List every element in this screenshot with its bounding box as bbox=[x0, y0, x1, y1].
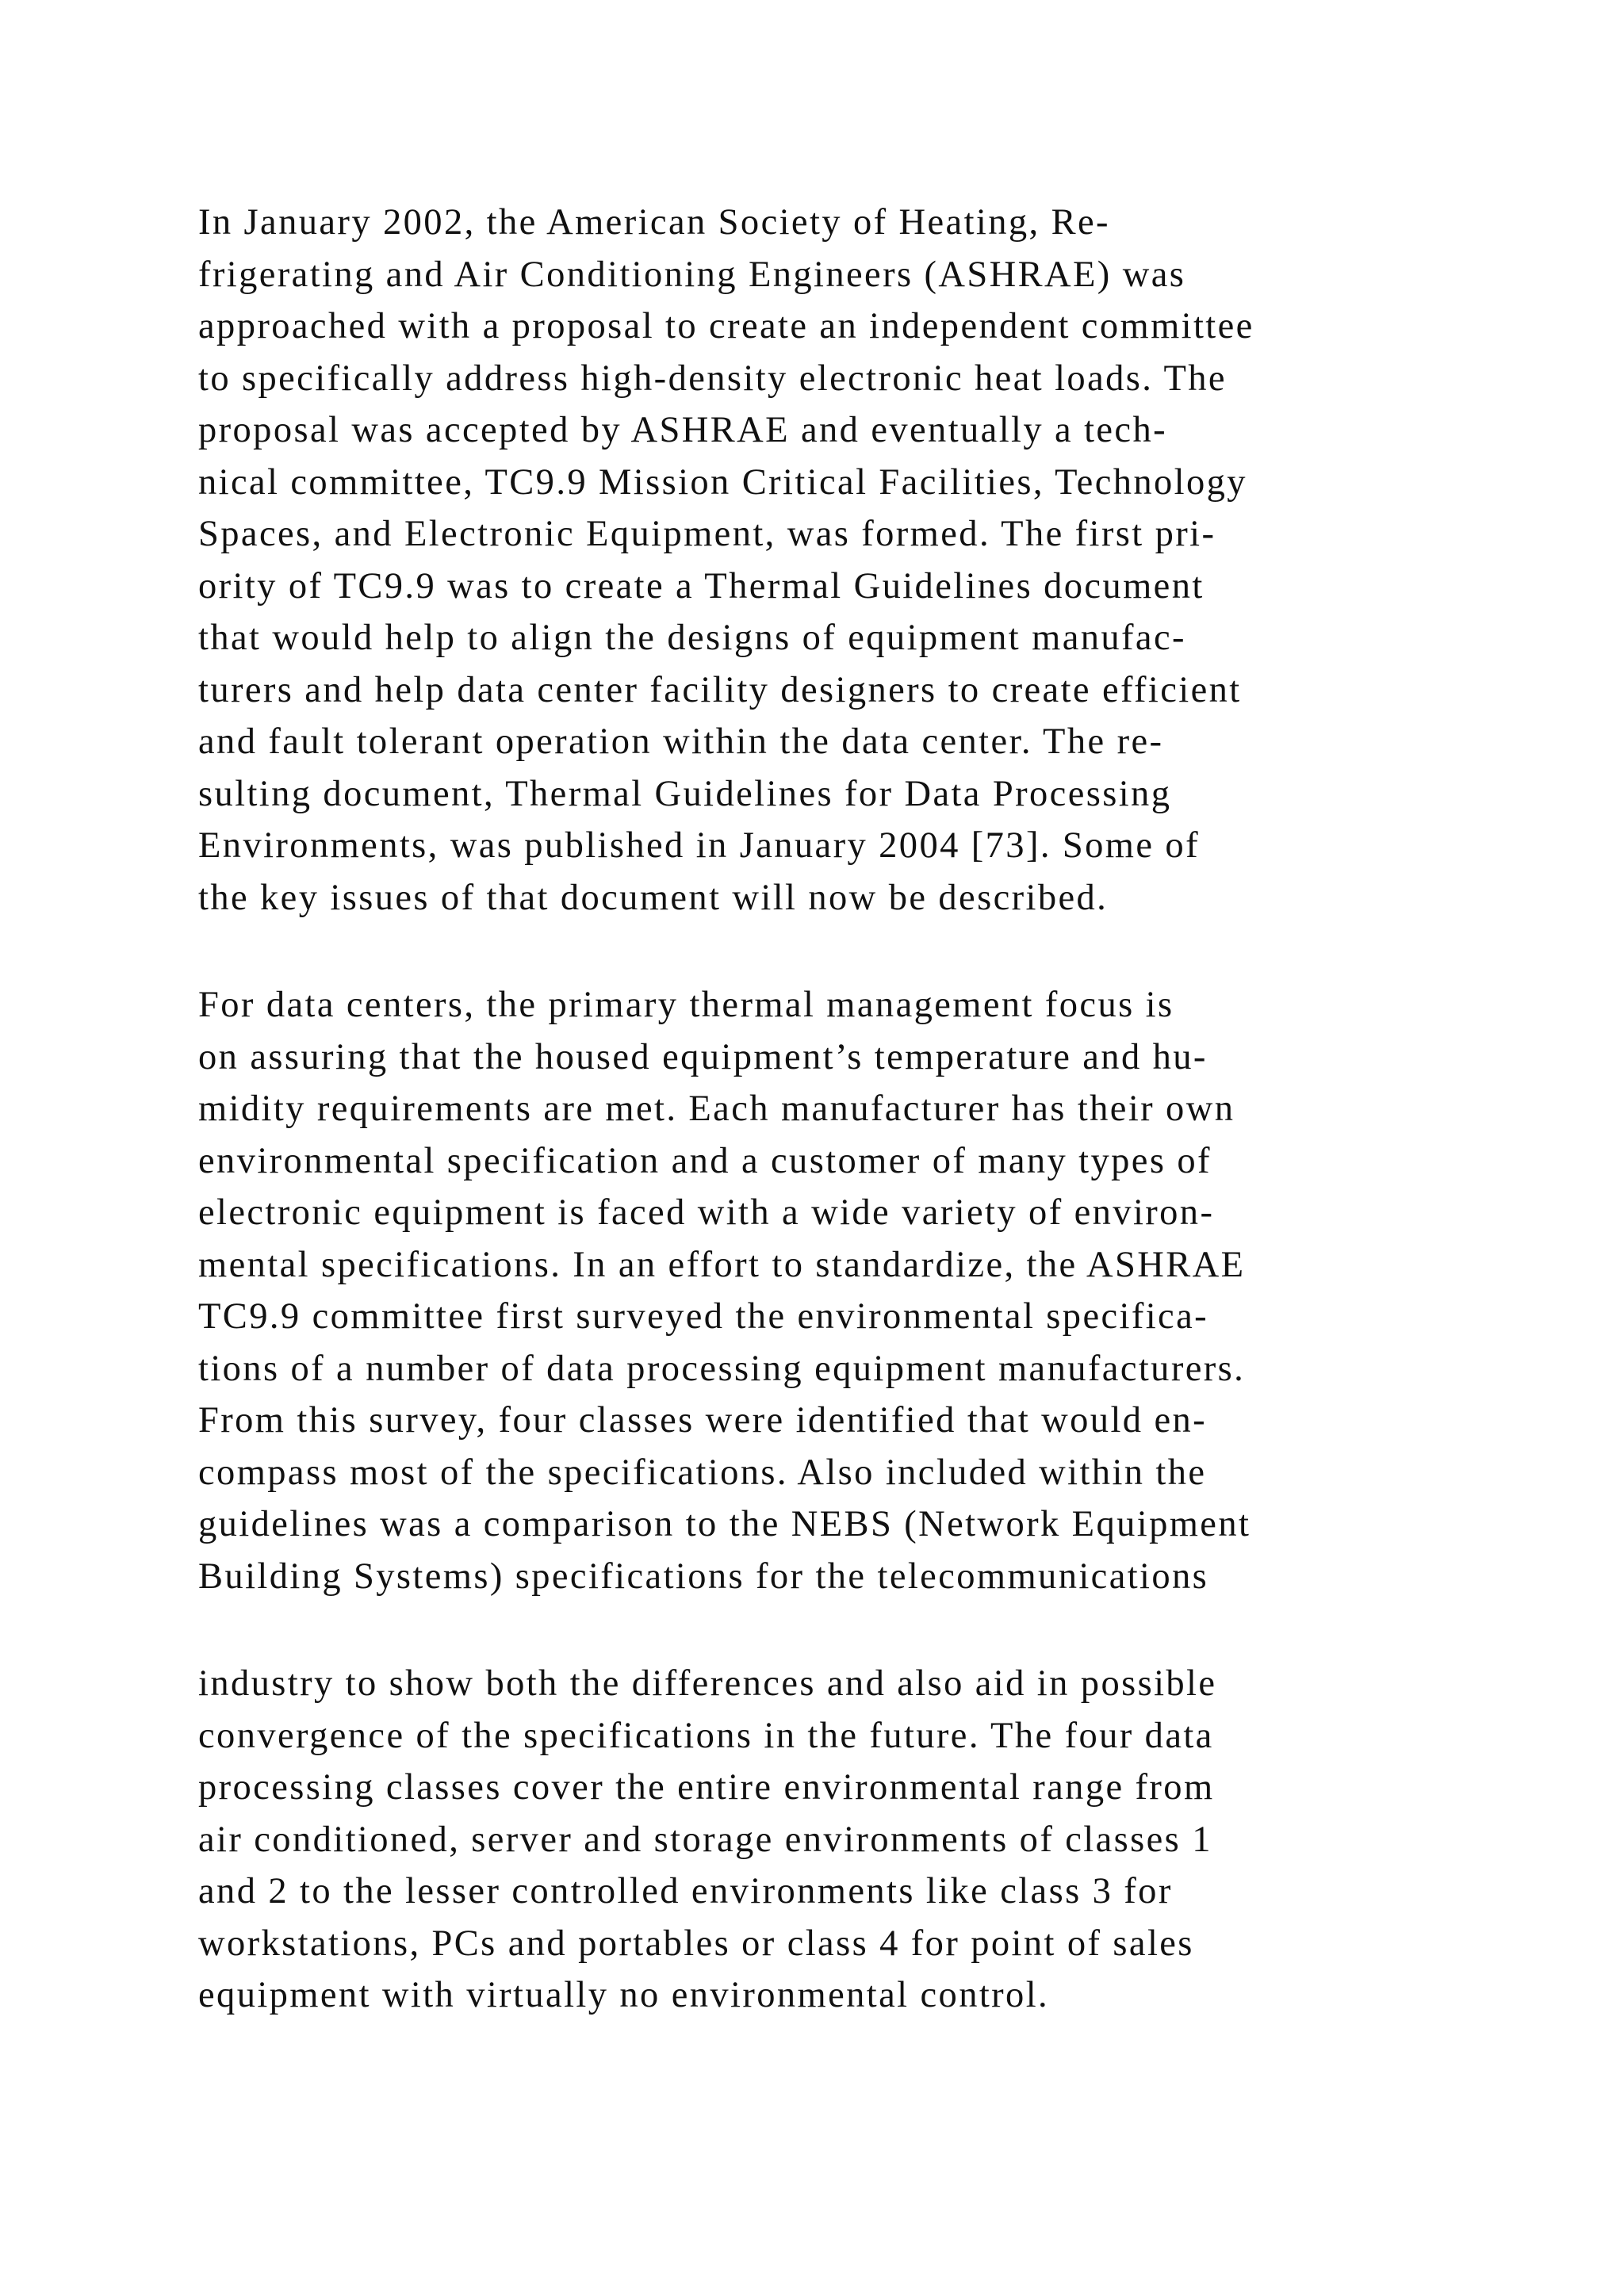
text-line: Spaces, and Electronic Equipment, was formed. The first pri- bbox=[198, 514, 1216, 554]
text-line: and fault tolerant operation within the data center. The re- bbox=[198, 721, 1164, 762]
text-line: midity requirements are met. Each manufacturer has their own bbox=[198, 1089, 1235, 1129]
text-line: compass most of the specifications. Also included within the bbox=[198, 1452, 1207, 1493]
text-line: turers and help data center facility designers to create efficient bbox=[198, 669, 1242, 710]
paragraph-data-classes bbox=[198, 1658, 1216, 2022]
text-line: on assuring that the housed equipment’s temperature and hu- bbox=[198, 1036, 1208, 1077]
text-line: processing classes cover the entire environmental range from bbox=[198, 1767, 1215, 1808]
text-line: ority of TC9.9 was to create a Thermal Guidelines document bbox=[198, 565, 1205, 607]
text-line: electronic equipment is faced with a wide variety of environ- bbox=[198, 1192, 1215, 1233]
text-line: approached with a proposal to create an independent committee bbox=[198, 306, 1254, 346]
text-line: sulting document, Thermal Guidelines for Data Processing bbox=[198, 773, 1172, 814]
text-line: proposal was accepted by ASHRAE and eventually a tech- bbox=[198, 410, 1168, 450]
text-line: From this survey, four classes were identified that would en- bbox=[198, 1400, 1208, 1441]
text-line: workstations, PCs and portables or class 4 for point of sales bbox=[198, 1923, 1194, 1964]
text-line: mental specifications. In an effort to standardize, the ASHRAE bbox=[198, 1244, 1246, 1285]
text-line: nical committee, TC9.9 Mission Critical Facilities, Technology bbox=[198, 461, 1247, 503]
text-line: convergence of the specifications in the future. The four data bbox=[198, 1715, 1214, 1756]
text-line: Environments, was published in January 2004 [73]. Some of bbox=[198, 825, 1200, 866]
text-line: the key issues of that document will now be described. bbox=[198, 877, 1109, 918]
paragraph-thermal-focus bbox=[198, 979, 1251, 1602]
text-line: air conditioned, server and storage environments of classes 1 bbox=[198, 1819, 1212, 1860]
text-line: equipment with virtually no environmental control. bbox=[198, 1975, 1050, 2015]
text-line: to specifically address high-density electronic heat loads. The bbox=[198, 358, 1227, 399]
text-line: frigerating and Air Conditioning Engineers (ASHRAE) was bbox=[198, 254, 1186, 295]
text-line: In January 2002, the American Society of Heating, Re- bbox=[198, 202, 1110, 243]
text-line: Building Systems) specifications for the telecommunications bbox=[198, 1556, 1209, 1597]
text-line: and 2 to the lesser controlled environments like class 3 for bbox=[198, 1871, 1173, 1911]
text-line: For data centers, the primary thermal management focus is bbox=[198, 985, 1174, 1025]
text-line: tions of a number of data processing equipment manufacturers. bbox=[198, 1348, 1246, 1389]
text-line: guidelines was a comparison to the NEBS (Network Equipment bbox=[198, 1504, 1251, 1544]
text-line: that would help to align the designs of equipment manufac- bbox=[198, 618, 1186, 658]
text-line: TC9.9 committee first surveyed the environmental specifica- bbox=[198, 1296, 1209, 1337]
paragraph-ashrae-history bbox=[198, 197, 1254, 924]
text-line: environmental specification and a customer of many types of bbox=[198, 1140, 1212, 1181]
text-line: industry to show both the differences and also aid in possible bbox=[198, 1663, 1217, 1704]
